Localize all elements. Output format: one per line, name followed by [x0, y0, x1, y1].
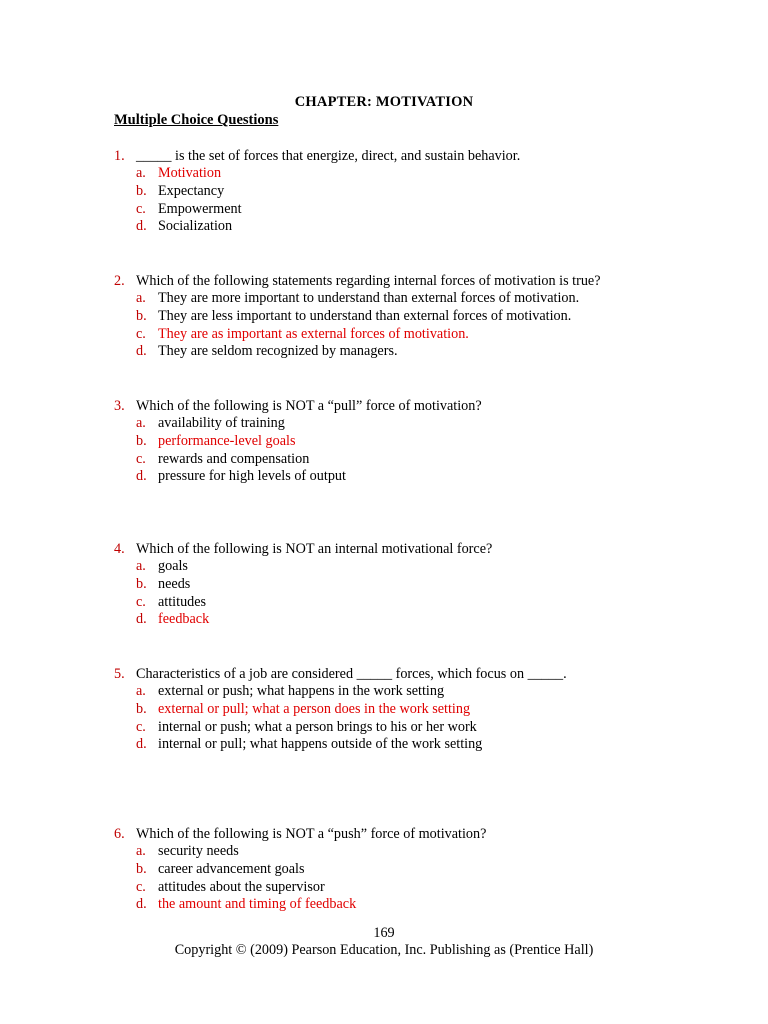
option-letter: d.: [136, 611, 147, 628]
answer-option: [0, 861, 768, 879]
option-text: external or pull; what a person does in the work setting: [158, 700, 471, 717]
question-text: Which of the following is NOT a “push” force of motivation?: [136, 826, 487, 842]
option-letter: d.: [136, 343, 147, 360]
option-text: They are seldom recognized by managers.: [158, 343, 398, 360]
option-letter: b.: [136, 307, 147, 324]
option-letter: c.: [136, 200, 146, 217]
question-1: [0, 147, 768, 236]
answer-option: [0, 594, 768, 612]
copyright-notice: Copyright © (2009) Pearson Education, Inc. Publishing as (Prentice Hall): [174, 942, 594, 958]
option-letter: b.: [136, 432, 147, 449]
option-text: the amount and timing of feedback: [158, 896, 357, 913]
answer-option: [0, 433, 768, 451]
question-6: [0, 825, 768, 914]
answer-option: [0, 308, 768, 326]
option-text: Socialization: [158, 218, 233, 235]
option-letter: d.: [136, 896, 147, 913]
question-text: Which of the following is NOT a “pull” force of motivation?: [136, 398, 482, 414]
question-text: _____ is the set of forces that energize, direct, and sustain behavior.: [136, 148, 521, 164]
option-letter: c.: [136, 593, 146, 610]
question-number: 2.: [114, 273, 125, 289]
answer-option: [0, 736, 768, 754]
answer-option: [0, 843, 768, 861]
option-letter: a.: [136, 843, 146, 859]
answer-option: [0, 165, 768, 183]
answer-option: [0, 343, 768, 361]
option-text: They are more important to understand than external forces of motivation.: [158, 290, 580, 306]
answer-option: [0, 183, 768, 201]
answer-option: [0, 896, 768, 914]
question-5: [0, 665, 768, 754]
answer-option: [0, 576, 768, 594]
answer-option: [0, 326, 768, 344]
option-letter: b.: [136, 860, 147, 877]
answer-option: [0, 879, 768, 897]
option-text: Expectancy: [158, 182, 225, 199]
option-text: performance-level goals: [158, 432, 296, 449]
question-number: 1.: [114, 148, 125, 164]
option-text: availability of training: [158, 415, 285, 431]
answer-option: [0, 451, 768, 469]
question-3: [0, 397, 768, 486]
option-text: external or push; what happens in the work setting: [158, 683, 445, 699]
option-text: needs: [158, 575, 191, 592]
option-text: internal or pull; what happens outside of the work setting: [158, 736, 483, 753]
option-letter: d.: [136, 468, 147, 485]
option-letter: a.: [136, 415, 146, 431]
option-text: Motivation: [158, 165, 222, 181]
option-letter: c.: [136, 718, 146, 735]
answer-option: [0, 290, 768, 308]
option-letter: c.: [136, 878, 146, 895]
section-heading: Multiple Choice Questions: [114, 112, 279, 128]
option-letter: c.: [136, 450, 146, 467]
option-text: rewards and compensation: [158, 450, 310, 467]
option-letter: b.: [136, 700, 147, 717]
question-number: 4.: [114, 541, 125, 557]
answer-option: [0, 415, 768, 433]
question-text: Characteristics of a job are considered _____ forces, which focus on _____.: [136, 666, 567, 682]
option-text: They are less important to understand than external forces of motivation.: [158, 307, 572, 324]
answer-option: [0, 701, 768, 719]
question-text: Which of the following statements regarding internal forces of motivation is true?: [136, 273, 601, 289]
option-letter: b.: [136, 575, 147, 592]
page-number: 169: [373, 925, 395, 941]
answer-option: [0, 683, 768, 701]
option-text: goals: [158, 558, 188, 574]
answer-option: [0, 218, 768, 236]
question-text: Which of the following is NOT an internal motivational force?: [136, 541, 493, 557]
option-text: Empowerment: [158, 200, 242, 217]
option-letter: a.: [136, 683, 146, 699]
option-text: career advancement goals: [158, 860, 305, 877]
option-letter: a.: [136, 165, 146, 181]
option-text: They are as important as external forces of motivation.: [158, 325, 469, 342]
question-4: [0, 540, 768, 629]
chapter-title: CHAPTER: MOTIVATION: [294, 94, 474, 110]
option-letter: a.: [136, 290, 146, 306]
question-number: 6.: [114, 826, 125, 842]
option-text: feedback: [158, 611, 210, 628]
answer-option: [0, 468, 768, 486]
answer-option: [0, 558, 768, 576]
question-number: 3.: [114, 398, 125, 414]
option-text: security needs: [158, 843, 239, 859]
answer-option: [0, 611, 768, 629]
option-text: internal or push; what a person brings to his or her work: [158, 718, 477, 735]
question-number: 5.: [114, 666, 125, 682]
option-text: attitudes about the supervisor: [158, 878, 325, 895]
option-letter: c.: [136, 325, 146, 342]
option-letter: a.: [136, 558, 146, 574]
option-text: attitudes: [158, 593, 207, 610]
option-letter: d.: [136, 736, 147, 753]
option-letter: d.: [136, 218, 147, 235]
option-text: pressure for high levels of output: [158, 468, 346, 485]
answer-option: [0, 201, 768, 219]
answer-option: [0, 719, 768, 737]
option-letter: b.: [136, 182, 147, 199]
question-2: [0, 272, 768, 361]
